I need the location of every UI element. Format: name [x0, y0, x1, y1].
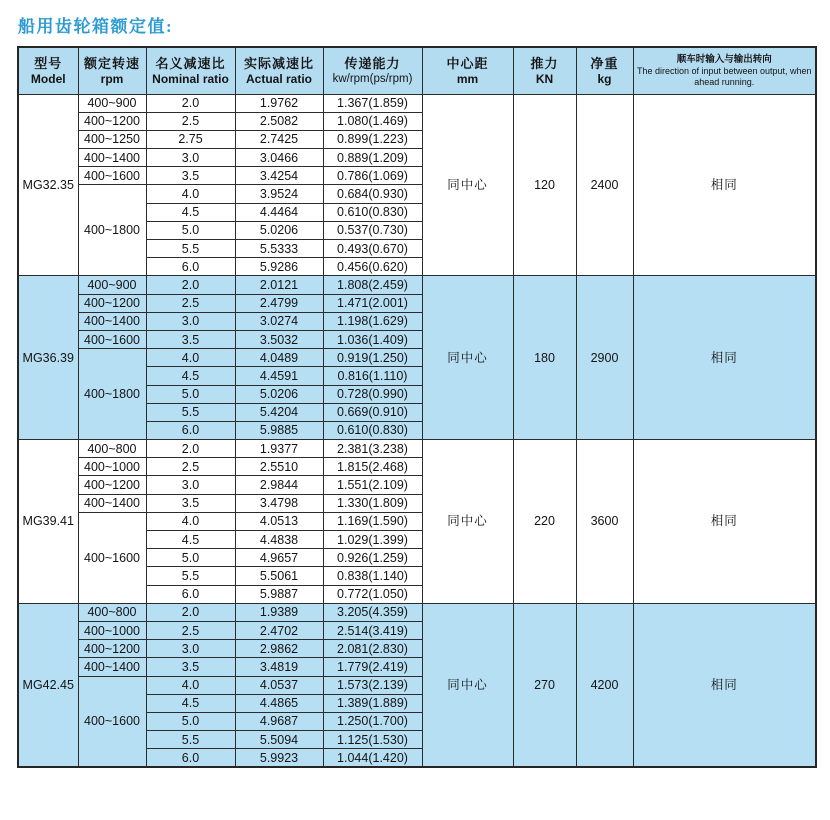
header-center-distance-zh: 中心距: [446, 55, 489, 71]
direction-cell: 相同: [633, 94, 816, 276]
nominal-ratio-cell: 4.0: [146, 676, 235, 694]
actual-ratio-cell: 2.5510: [235, 458, 323, 476]
page-title: 船用齿轮箱额定值:: [18, 17, 174, 36]
actual-ratio-cell: 2.9862: [235, 640, 323, 658]
actual-ratio-cell: 5.9923: [235, 749, 323, 767]
net-weight-cell: 2900: [576, 276, 633, 440]
header-transmission-capacity: [323, 47, 422, 94]
capacity-cell: 0.456(0.620): [323, 258, 422, 276]
capacity-cell: 0.772(1.050): [323, 585, 422, 603]
actual-ratio-cell: 4.0513: [235, 512, 323, 530]
capacity-cell: 3.205(4.359): [323, 603, 422, 621]
capacity-cell: 0.537(0.730): [323, 221, 422, 239]
capacity-cell: 1.125(1.530): [323, 731, 422, 749]
capacity-cell: 0.610(0.830): [323, 203, 422, 221]
nominal-ratio-cell: 4.0: [146, 349, 235, 367]
rated-speed-cell: 400~1000: [78, 621, 146, 639]
rated-speed-cell: 400~1200: [78, 640, 146, 658]
net-weight-cell: 4200: [576, 603, 633, 767]
table-row: [18, 603, 816, 621]
actual-ratio-cell: 4.9657: [235, 549, 323, 567]
actual-ratio-cell: 4.0489: [235, 349, 323, 367]
rated-speed-cell: 400~1400: [78, 494, 146, 512]
nominal-ratio-cell: 4.0: [146, 512, 235, 530]
nominal-ratio-cell: 3.5: [146, 167, 235, 185]
capacity-cell: 1.815(2.468): [323, 458, 422, 476]
nominal-ratio-cell: 4.5: [146, 367, 235, 385]
nominal-ratio-cell: 6.0: [146, 585, 235, 603]
net-weight-cell: 2400: [576, 94, 633, 276]
actual-ratio-cell: 3.4819: [235, 658, 323, 676]
rated-speed-cell: 400~1200: [78, 294, 146, 312]
rated-speed-cell: 400~1800: [78, 349, 146, 440]
actual-ratio-cell: 3.0274: [235, 312, 323, 330]
capacity-cell: 1.779(2.419): [323, 658, 422, 676]
thrust-cell: 220: [513, 440, 576, 604]
header-actual-ratio: [235, 47, 323, 94]
nominal-ratio-cell: 5.5: [146, 240, 235, 258]
capacity-cell: 0.610(0.830): [323, 421, 422, 439]
nominal-ratio-cell: 3.0: [146, 476, 235, 494]
nominal-ratio-cell: 5.5: [146, 567, 235, 585]
actual-ratio-cell: 5.5061: [235, 567, 323, 585]
capacity-cell: 2.381(3.238): [323, 440, 422, 458]
capacity-cell: 1.389(1.889): [323, 694, 422, 712]
capacity-cell: 1.080(1.469): [323, 112, 422, 130]
nominal-ratio-cell: 2.0: [146, 603, 235, 621]
actual-ratio-cell: 5.5333: [235, 240, 323, 258]
rated-speed-cell: 400~1200: [78, 112, 146, 130]
nominal-ratio-cell: 5.0: [146, 385, 235, 403]
capacity-cell: 1.367(1.859): [323, 94, 422, 112]
capacity-cell: 1.169(1.590): [323, 512, 422, 530]
capacity-cell: 1.573(2.139): [323, 676, 422, 694]
actual-ratio-cell: 4.9687: [235, 712, 323, 730]
actual-ratio-cell: 2.9844: [235, 476, 323, 494]
net-weight-cell: 3600: [576, 440, 633, 604]
rated-speed-cell: 400~1400: [78, 658, 146, 676]
table-row: [18, 440, 816, 458]
nominal-ratio-cell: 3.0: [146, 312, 235, 330]
nominal-ratio-cell: 2.75: [146, 130, 235, 148]
nominal-ratio-cell: 6.0: [146, 749, 235, 767]
rated-speed-cell: 400~1200: [78, 476, 146, 494]
capacity-cell: 1.250(1.700): [323, 712, 422, 730]
rated-speed-cell: 400~1600: [78, 167, 146, 185]
capacity-cell: 0.669(0.910): [323, 403, 422, 421]
actual-ratio-cell: 5.9887: [235, 585, 323, 603]
rated-speed-cell: 400~1250: [78, 130, 146, 148]
thrust-cell: 120: [513, 94, 576, 276]
model-cell: MG42.45: [18, 603, 78, 767]
model-cell: MG32.35: [18, 94, 78, 276]
nominal-ratio-cell: 5.5: [146, 731, 235, 749]
header-direction: [633, 47, 816, 94]
header-actual-ratio-en: Actual ratio: [245, 71, 312, 86]
capacity-cell: 1.029(1.399): [323, 531, 422, 549]
model-cell: MG39.41: [18, 440, 78, 604]
nominal-ratio-cell: 5.5: [146, 403, 235, 421]
capacity-cell: 0.889(1.209): [323, 149, 422, 167]
actual-ratio-cell: 2.7425: [235, 130, 323, 148]
capacity-cell: 0.728(0.990): [323, 385, 422, 403]
header-model: [18, 47, 78, 94]
actual-ratio-cell: 3.9524: [235, 185, 323, 203]
nominal-ratio-cell: 2.0: [146, 276, 235, 294]
header-actual-ratio-zh: 实际减速比: [243, 55, 314, 71]
actual-ratio-cell: 3.0466: [235, 149, 323, 167]
table-row: [18, 276, 816, 294]
header-direction-en: The direction of input between output, when ahead running.: [636, 65, 812, 87]
nominal-ratio-cell: 4.5: [146, 694, 235, 712]
capacity-cell: 0.493(0.670): [323, 240, 422, 258]
header-model-zh: 型号: [34, 55, 63, 71]
capacity-cell: 1.471(2.001): [323, 294, 422, 312]
capacity-cell: 0.926(1.259): [323, 549, 422, 567]
header-thrust-en: KN: [535, 71, 554, 86]
nominal-ratio-cell: 3.5: [146, 330, 235, 348]
nominal-ratio-cell: 3.0: [146, 640, 235, 658]
rated-speed-cell: 400~800: [78, 440, 146, 458]
capacity-cell: 1.044(1.420): [323, 749, 422, 767]
actual-ratio-cell: 5.5094: [235, 731, 323, 749]
header-transmission-capacity-en: kw/rpm(ps/rpm): [332, 72, 413, 85]
rated-speed-cell: 400~900: [78, 276, 146, 294]
nominal-ratio-cell: 3.5: [146, 494, 235, 512]
header-rated-speed-en: rpm: [100, 71, 124, 86]
center-distance-cell: 同中心: [422, 603, 513, 767]
actual-ratio-cell: 2.5082: [235, 112, 323, 130]
rated-speed-cell: 400~1600: [78, 676, 146, 767]
direction-cell: 相同: [633, 276, 816, 440]
actual-ratio-cell: 3.4254: [235, 167, 323, 185]
rated-speed-cell: 400~1400: [78, 149, 146, 167]
thrust-cell: 270: [513, 603, 576, 767]
capacity-cell: 1.330(1.809): [323, 494, 422, 512]
header-rated-speed: [78, 47, 146, 94]
gearbox-spec-table: [17, 46, 817, 768]
nominal-ratio-cell: 2.5: [146, 112, 235, 130]
capacity-cell: 2.514(3.419): [323, 621, 422, 639]
rated-speed-cell: 400~1000: [78, 458, 146, 476]
actual-ratio-cell: 3.4798: [235, 494, 323, 512]
header-nominal-ratio: [146, 47, 235, 94]
nominal-ratio-cell: 5.0: [146, 712, 235, 730]
actual-ratio-cell: 2.4702: [235, 621, 323, 639]
capacity-cell: 0.684(0.930): [323, 185, 422, 203]
nominal-ratio-cell: 2.5: [146, 621, 235, 639]
nominal-ratio-cell: 4.0: [146, 185, 235, 203]
capacity-cell: 0.899(1.223): [323, 130, 422, 148]
actual-ratio-cell: 5.9885: [235, 421, 323, 439]
rated-speed-cell: 400~900: [78, 94, 146, 112]
nominal-ratio-cell: 6.0: [146, 258, 235, 276]
nominal-ratio-cell: 6.0: [146, 421, 235, 439]
actual-ratio-cell: 4.0537: [235, 676, 323, 694]
header-net-weight-en: kg: [597, 71, 612, 86]
nominal-ratio-cell: 2.0: [146, 94, 235, 112]
direction-cell: 相同: [633, 440, 816, 604]
header-thrust: [513, 47, 576, 94]
actual-ratio-cell: 5.0206: [235, 385, 323, 403]
center-distance-cell: 同中心: [422, 94, 513, 276]
actual-ratio-cell: 1.9389: [235, 603, 323, 621]
direction-cell: 相同: [633, 603, 816, 767]
actual-ratio-cell: 5.4204: [235, 403, 323, 421]
header-nominal-ratio-zh: 名义减速比: [155, 55, 226, 71]
header-transmission-capacity-zh: 传递能力: [344, 55, 401, 71]
nominal-ratio-cell: 4.5: [146, 203, 235, 221]
header-rated-speed-zh: 额定转速: [83, 55, 140, 71]
actual-ratio-cell: 4.4591: [235, 367, 323, 385]
actual-ratio-cell: 2.0121: [235, 276, 323, 294]
actual-ratio-cell: 4.4865: [235, 694, 323, 712]
header-nominal-ratio-en: Nominal ratio: [152, 71, 229, 86]
capacity-cell: 1.551(2.109): [323, 476, 422, 494]
nominal-ratio-cell: 3.5: [146, 658, 235, 676]
header-net-weight-zh: 净重: [590, 55, 619, 71]
actual-ratio-cell: 3.5032: [235, 330, 323, 348]
actual-ratio-cell: 1.9377: [235, 440, 323, 458]
capacity-cell: 0.816(1.110): [323, 367, 422, 385]
header-center-distance: [422, 47, 513, 94]
nominal-ratio-cell: 4.5: [146, 531, 235, 549]
capacity-cell: 0.786(1.069): [323, 167, 422, 185]
header-center-distance-en: mm: [456, 71, 479, 86]
nominal-ratio-cell: 2.5: [146, 294, 235, 312]
capacity-cell: 0.838(1.140): [323, 567, 422, 585]
table-body: [18, 94, 816, 767]
nominal-ratio-cell: 3.0: [146, 149, 235, 167]
center-distance-cell: 同中心: [422, 276, 513, 440]
rated-speed-cell: 400~1800: [78, 185, 146, 276]
rated-speed-cell: 400~1600: [78, 512, 146, 603]
nominal-ratio-cell: 2.5: [146, 458, 235, 476]
model-cell: MG36.39: [18, 276, 78, 440]
header-model-en: Model: [30, 71, 66, 86]
rated-speed-cell: 400~800: [78, 603, 146, 621]
capacity-cell: 1.808(2.459): [323, 276, 422, 294]
capacity-cell: 1.036(1.409): [323, 330, 422, 348]
thrust-cell: 180: [513, 276, 576, 440]
actual-ratio-cell: 5.0206: [235, 221, 323, 239]
header-net-weight: [576, 47, 633, 94]
capacity-cell: 1.198(1.629): [323, 312, 422, 330]
actual-ratio-cell: 5.9286: [235, 258, 323, 276]
capacity-cell: 0.919(1.250): [323, 349, 422, 367]
header-thrust-zh: 推力: [530, 55, 559, 71]
table-row: [18, 94, 816, 112]
rated-speed-cell: 400~1400: [78, 312, 146, 330]
actual-ratio-cell: 1.9762: [235, 94, 323, 112]
actual-ratio-cell: 4.4464: [235, 203, 323, 221]
capacity-cell: 2.081(2.830): [323, 640, 422, 658]
actual-ratio-cell: 2.4799: [235, 294, 323, 312]
nominal-ratio-cell: 2.0: [146, 440, 235, 458]
center-distance-cell: 同中心: [422, 440, 513, 604]
header-row: [18, 47, 816, 94]
table-header: [18, 47, 816, 94]
rated-speed-cell: 400~1600: [78, 330, 146, 348]
nominal-ratio-cell: 5.0: [146, 221, 235, 239]
actual-ratio-cell: 4.4838: [235, 531, 323, 549]
header-direction-zh: 顺车时输入与输出转向: [676, 53, 772, 65]
nominal-ratio-cell: 5.0: [146, 549, 235, 567]
